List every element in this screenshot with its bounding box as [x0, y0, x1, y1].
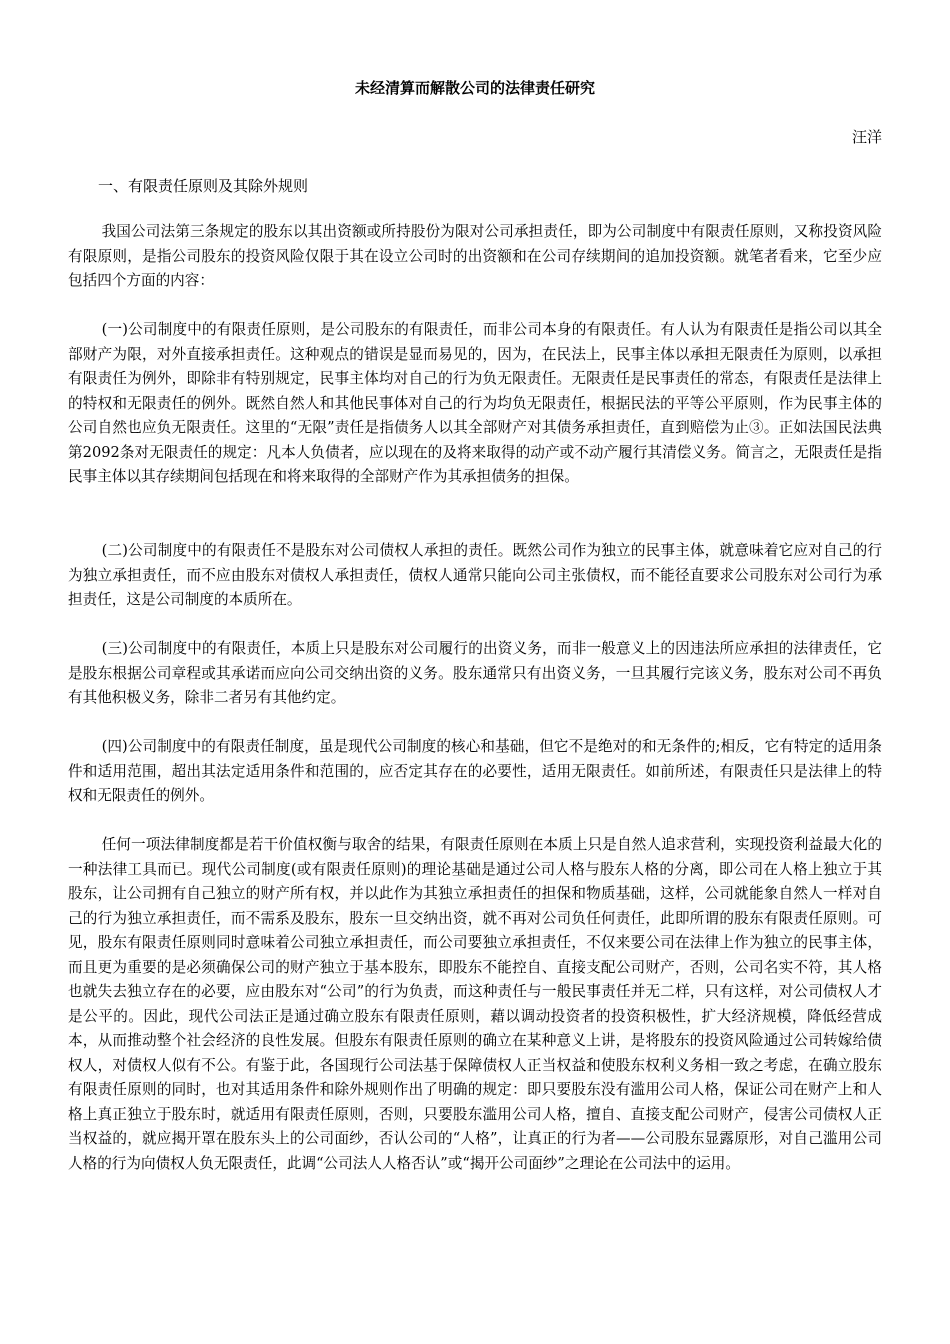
document-title: 未经清算而解散公司的法律责任研究	[354, 79, 595, 97]
document-page	[68, 0, 882, 1344]
section-heading: 一、有限责任原则及其除外规则	[98, 177, 309, 195]
paragraph-intro: 我国公司法第三条规定的股东以其出资额或所持股份为限对公司承担责任，即为公司制度中有限责任原则，又称投资风险有限原则，是指公司股东的投资风险仅限于其在设立公司时的出资额和在公司存续期间的追加投资额。就笔者看来，它至少应包括四个方面的内容：	[68, 223, 882, 289]
paragraph-point-3: (三)公司制度中的有限责任，本质上只是股东对公司履行的出资义务，而非一般意义上的因违法所应承担的法律责任，它是股东根据公司章程或其承诺而应向公司交纳出资的义务。股东通常只有出资义务，一旦其履行完该义务，股东对公司不再负有其他积极义务，除非二者另有其他约定。	[68, 640, 882, 706]
paragraph-point-1: (一)公司制度中的有限责任原则，是公司股东的有限责任，而非公司本身的有限责任。有人认为有限责任是指公司以其全部财产为限，对外直接承担责任。这种观点的错误是显而易见的，因为，在民法上，民事主体以承担无限责任为原则，以承担有限责任为例外，即除非有特别规定，民事主体均对自己的行为负无限责任。无限责任是民事责任的常态，有限责任是法律上的特权和无限责任的例外。既然自然人和其他民事体对自己的行为均负无限责任，根据民法的平等公平原则，作为民事主体的公司自然也应负无限责任。这里的“无限”责任是指债务人以其全部财产对其债务承担责任，直到赔偿为止③。正如法国民法典第2092条对无限责任的规定：凡本人负债者，应以现在的及将来取得的动产或不动产履行其清偿义务。简言之，无限责任是指民事主体以其存续期间包括现在和将来取得的全部财产作为其承担债务的担保。	[68, 321, 882, 485]
author-name: 汪洋	[851, 128, 882, 146]
paragraph-analysis: 任何一项法律制度都是若干价值权衡与取舍的结果，有限责任原则在本质上只是自然人追求营利，实现投资利益最大化的一种法律工具而已。现代公司制度(或有限责任原则)的理论基础是通过公司人格与股东人格的分离，即公司在人格上独立于其股东，让公司拥有自己独立的财产所有权，并以此作为其独立承担责任的担保和物质基础，这样，公司就能象自然人一样对自己的行为独立承担责任，而不需系及股东，股东一旦交纳出资，就不再对公司负任何责任，此即所谓的股东有限责任原则。可见，股东有限责任原则同时意味着公司独立承担责任，而公司要独立承担责任，不仅来要公司在法律上作为独立的民事主体，而且更为重要的是必须确保公司的财产独立于基本股东，即股东不能控自、直接支配公司财产，否则，公司名实不符，其人格也就失去独立存在的必要，应由股东对“公司”的行为负责，而这种责任与一般民事责任并无二样，只有这样，对公司债权人才是公平的。因此，现代公司法正是通过确立股东有限责任原则，藉以调动投资者的投资积极性，扩大经济规模，降低经营成本，从而推动整个社会经济的良性发展。但股东有限责任原则的确立在某种意义上讲，是将股东的投资风险通过公司转嫁给债权人，对债权人似有不公。有鉴于此，各国现行公司法基于保障债权人正当权益和使股东权利义务相一致之考虑，在确立股东有限责任原则的同时，也对其适用条件和除外规则作出了明确的规定：即只要股东没有滥用公司人格，保证公司在财产上和人格上真正独立于股东时，就适用有限责任原则，否则，只要股东滥用公司人格，擅自、直接支配公司财产，侵害公司债权人正当权益的，就应揭开罩在股东头上的公司面纱，否认公司的“人格”，让真正的行为者——公司股东显露原形，对自己滥用公司人格的行为向债权人负无限责任，此调“公司法人人格否认”或“揭开公司面纱”之理论在公司法中的运用。	[68, 836, 882, 1172]
paragraph-point-4: (四)公司制度中的有限责任制度，虽是现代公司制度的核心和基础，但它不是绝对的和无条件的;相反，它有特定的适用条件和适用范围，超出其法定适用条件和范围的，应否定其存在的必要性，适用无限责任。如前所述，有限责任只是法律上的特权和无限责任的例外。	[68, 738, 882, 804]
paragraph-point-2: (二)公司制度中的有限责任不是股东对公司债权人承担的责任。既然公司作为独立的民事主体，就意味着它应对自己的行为独立承担责任，而不应由股东对债权人承担责任，债权人通常只能向公司主张债权，而不能径直要求公司股东对公司行为承担责任，这是公司制度的本质所在。	[68, 542, 882, 608]
